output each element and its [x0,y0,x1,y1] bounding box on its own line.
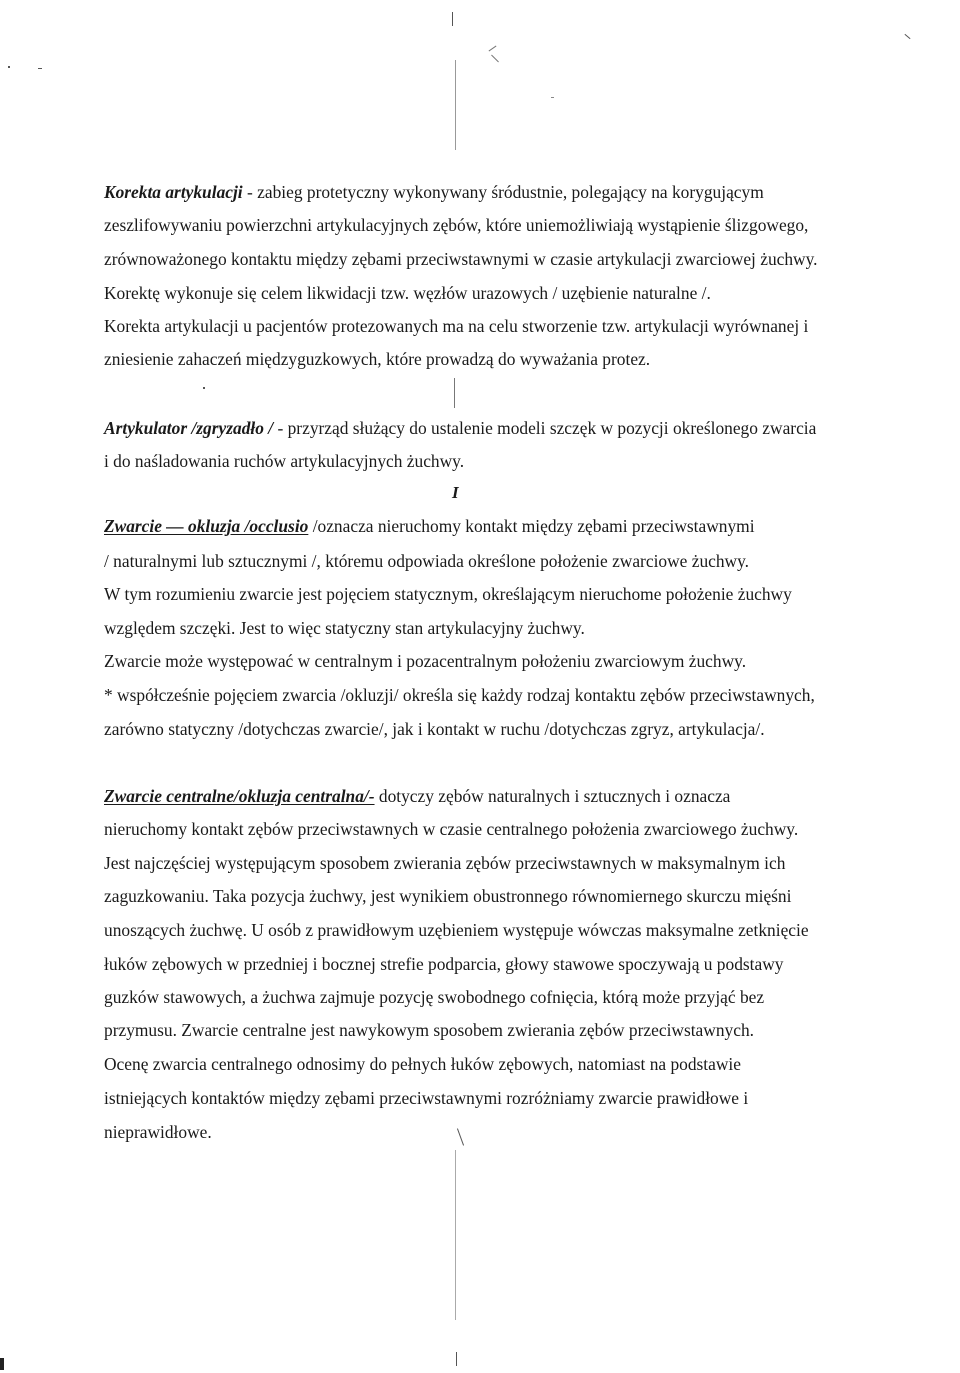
p4-line-1 [104,785,730,807]
scan-speck [203,387,205,389]
p3-line-7: zarówno statyczny /dotychczas zwarcie/, jak i kontakt w ruchu /dotychczas zgryz, artykulacja/. [104,719,765,739]
p3-line-4: względem szczęki. Jest to więc statyczny stan artykulacyjny żuchwy. [104,618,585,638]
p3-line-5: Zwarcie może występować w centralnym i pozacentralnym położeniu zwarciowym żuchwy. [104,651,747,671]
p4-line-9: Ocenę zwarcia centralnego odnosimy do pełnych łuków zębowych, natomiast na podstawie [104,1054,741,1074]
p4-text-1: dotyczy zębów naturalnych i sztucznych i oznacza [374,786,731,806]
p3-line-2: / naturalnymi lub sztucznymi /, któremu odpowiada określone położenie zwarciowe żuchwy. [104,551,750,571]
p4-line-5: unoszących żuchwę. U osób z prawidłowym uzębieniem występuje wówczas maksymalne zetknięcie [104,920,809,940]
scan-speck [454,378,455,408]
p3-text-1: /oznacza nieruchomy kontakt między zębami przeciwstawnymi [308,516,755,536]
p3-line-3: W tym rozumieniu zwarcie jest pojęciem statycznym, określającym nieruchome położenie żuchwy [104,584,792,604]
p4-line-10: istniejących kontaktów między zębami przeciwstawnymi rozróżniamy zwarcie prawidłowe i [104,1088,749,1108]
term-korekta-artykulacji: Korekta artykulacji [104,182,243,202]
scan-speck [455,60,456,150]
p1-line-6: zniesienie zahaczeń międzyguzkowych, które prowadzą do wyważania protez. [104,349,651,369]
scan-speck [452,12,453,26]
stray-mark-i: I [452,483,459,502]
p2-line-2: i do naśladowania ruchów artykulacyjnych żuchwy. [104,451,465,471]
scan-speck [8,66,10,68]
term-zwarcie-okluzja: Zwarcie — okluzja /occlusio [104,516,309,536]
scan-speck [551,97,554,98]
p4-line-6: łuków zębowych w przedniej i bocznej strefie podparcia, głowy stawowe spoczywają u podstawy [104,954,784,974]
term-zwarcie-centralne: Zwarcie centralne/okluzja centralna/- [104,786,375,806]
p3-line-6: * współcześnie pojęciem zwarcia /okluzji/ określa się każdy rodzaj kontaktu zębów przeciwstawnych, [104,685,815,705]
p3-line-1 [104,515,755,537]
p1-line-5: Korekta artykulacji u pacjentów protezowanych ma na celu stworzenie tzw. artykulacji wyrównanej i [104,316,809,336]
p1-line-1 [104,181,764,203]
p4-line-2: nieruchomy kontakt zębów przeciwstawnych w czasie centralnego położenia zwarciowego żuchwy. [104,819,799,839]
scan-speck [456,1352,457,1366]
scan-speck [491,55,499,63]
p1-line-4: Korektę wykonuje się celem likwidacji tzw. węzłów urazowych / uzębienie naturalne /. [104,283,711,303]
p1-line-2: zeszlifowywaniu powierzchni artykulacyjnych zębów, które uniemożliwiają wystąpienie ślizgowego, [104,215,809,235]
p1-text-1: - zabieg protetyczny wykonywany śródustnie, polegający na korygującym [242,182,764,202]
scan-speck [38,68,42,69]
p1-line-3: zrównoważonego kontaktu między zębami przeciwstawnymi w czasie artykulacji zwarciowej żuchwy. [104,249,818,269]
term-artykulator: Artykulator /zgryzadło / [104,418,274,438]
p4-line-11: nieprawidłowe. [104,1122,212,1142]
scan-speck [455,1150,456,1320]
p4-line-3: Jest najczęściej występującym sposobem zwierania zębów przeciwstawnych w maksymalnym ich [104,853,786,873]
p4-line-8: przymusu. Zwarcie centralne jest nawykowym sposobem zwierania zębów przeciwstawnych. [104,1020,754,1040]
scan-speck [0,1358,4,1370]
p4-line-7: guzków stawowych, a żuchwa zajmuje pozycję swobodnego cofnięcia, którą może przyjąć bez [104,987,765,1007]
p2-text-1: - przyrząd służący do ustalenie modeli szczęk w pozycji określonego zwarcia [277,418,817,438]
p4-line-4: zaguzkowaniu. Taka pozycja żuchwy, jest wynikiem obustronnego równomiernego skurczu mięśni [104,886,792,906]
scan-speck [489,46,497,52]
scan-speck [457,1128,464,1145]
scan-speck [904,34,910,39]
p2-line-1 [104,417,816,439]
